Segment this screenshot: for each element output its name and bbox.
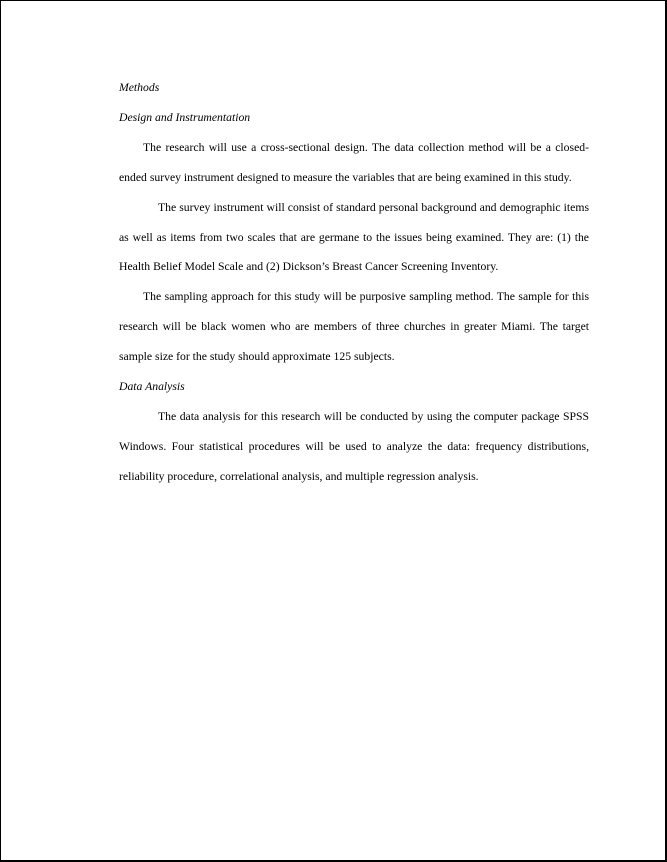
heading-data-analysis: Data Analysis [119, 380, 185, 394]
heading-methods: Methods [119, 81, 160, 94]
paragraph-research-design: The research will use a cross-sectional design. The data collection method will be a closed-ended survey instrument designed to measure the variables that are being examined in this study. [119, 140, 589, 184]
document-body [119, 73, 589, 492]
heading-design-and-instrumentation: Design and Instrumentation [119, 110, 251, 124]
paragraph-sampling-approach: The sampling approach for this study will be purposive sampling method. The sample for this research will be black women who are members of three churches in greater Miami. The target sample size for the study should approximate 125 subjects. [119, 290, 589, 364]
paragraph-survey-instrument: The survey instrument will consist of standard personal background and demographic items as well as items from two scales that are germane to the issues being examined. They are: (1) the Health Belief Model Scale and (2) Dickson’s Breast Cancer Screening Inventory. [119, 200, 589, 274]
paragraph-data-analysis: The data analysis for this research will be conducted by using the computer package SPSS Windows. Four statistical procedures will be used to analyze the data: frequency distributions, reliability procedure, correlational analysis, and multiple regression analysis. [119, 409, 589, 483]
